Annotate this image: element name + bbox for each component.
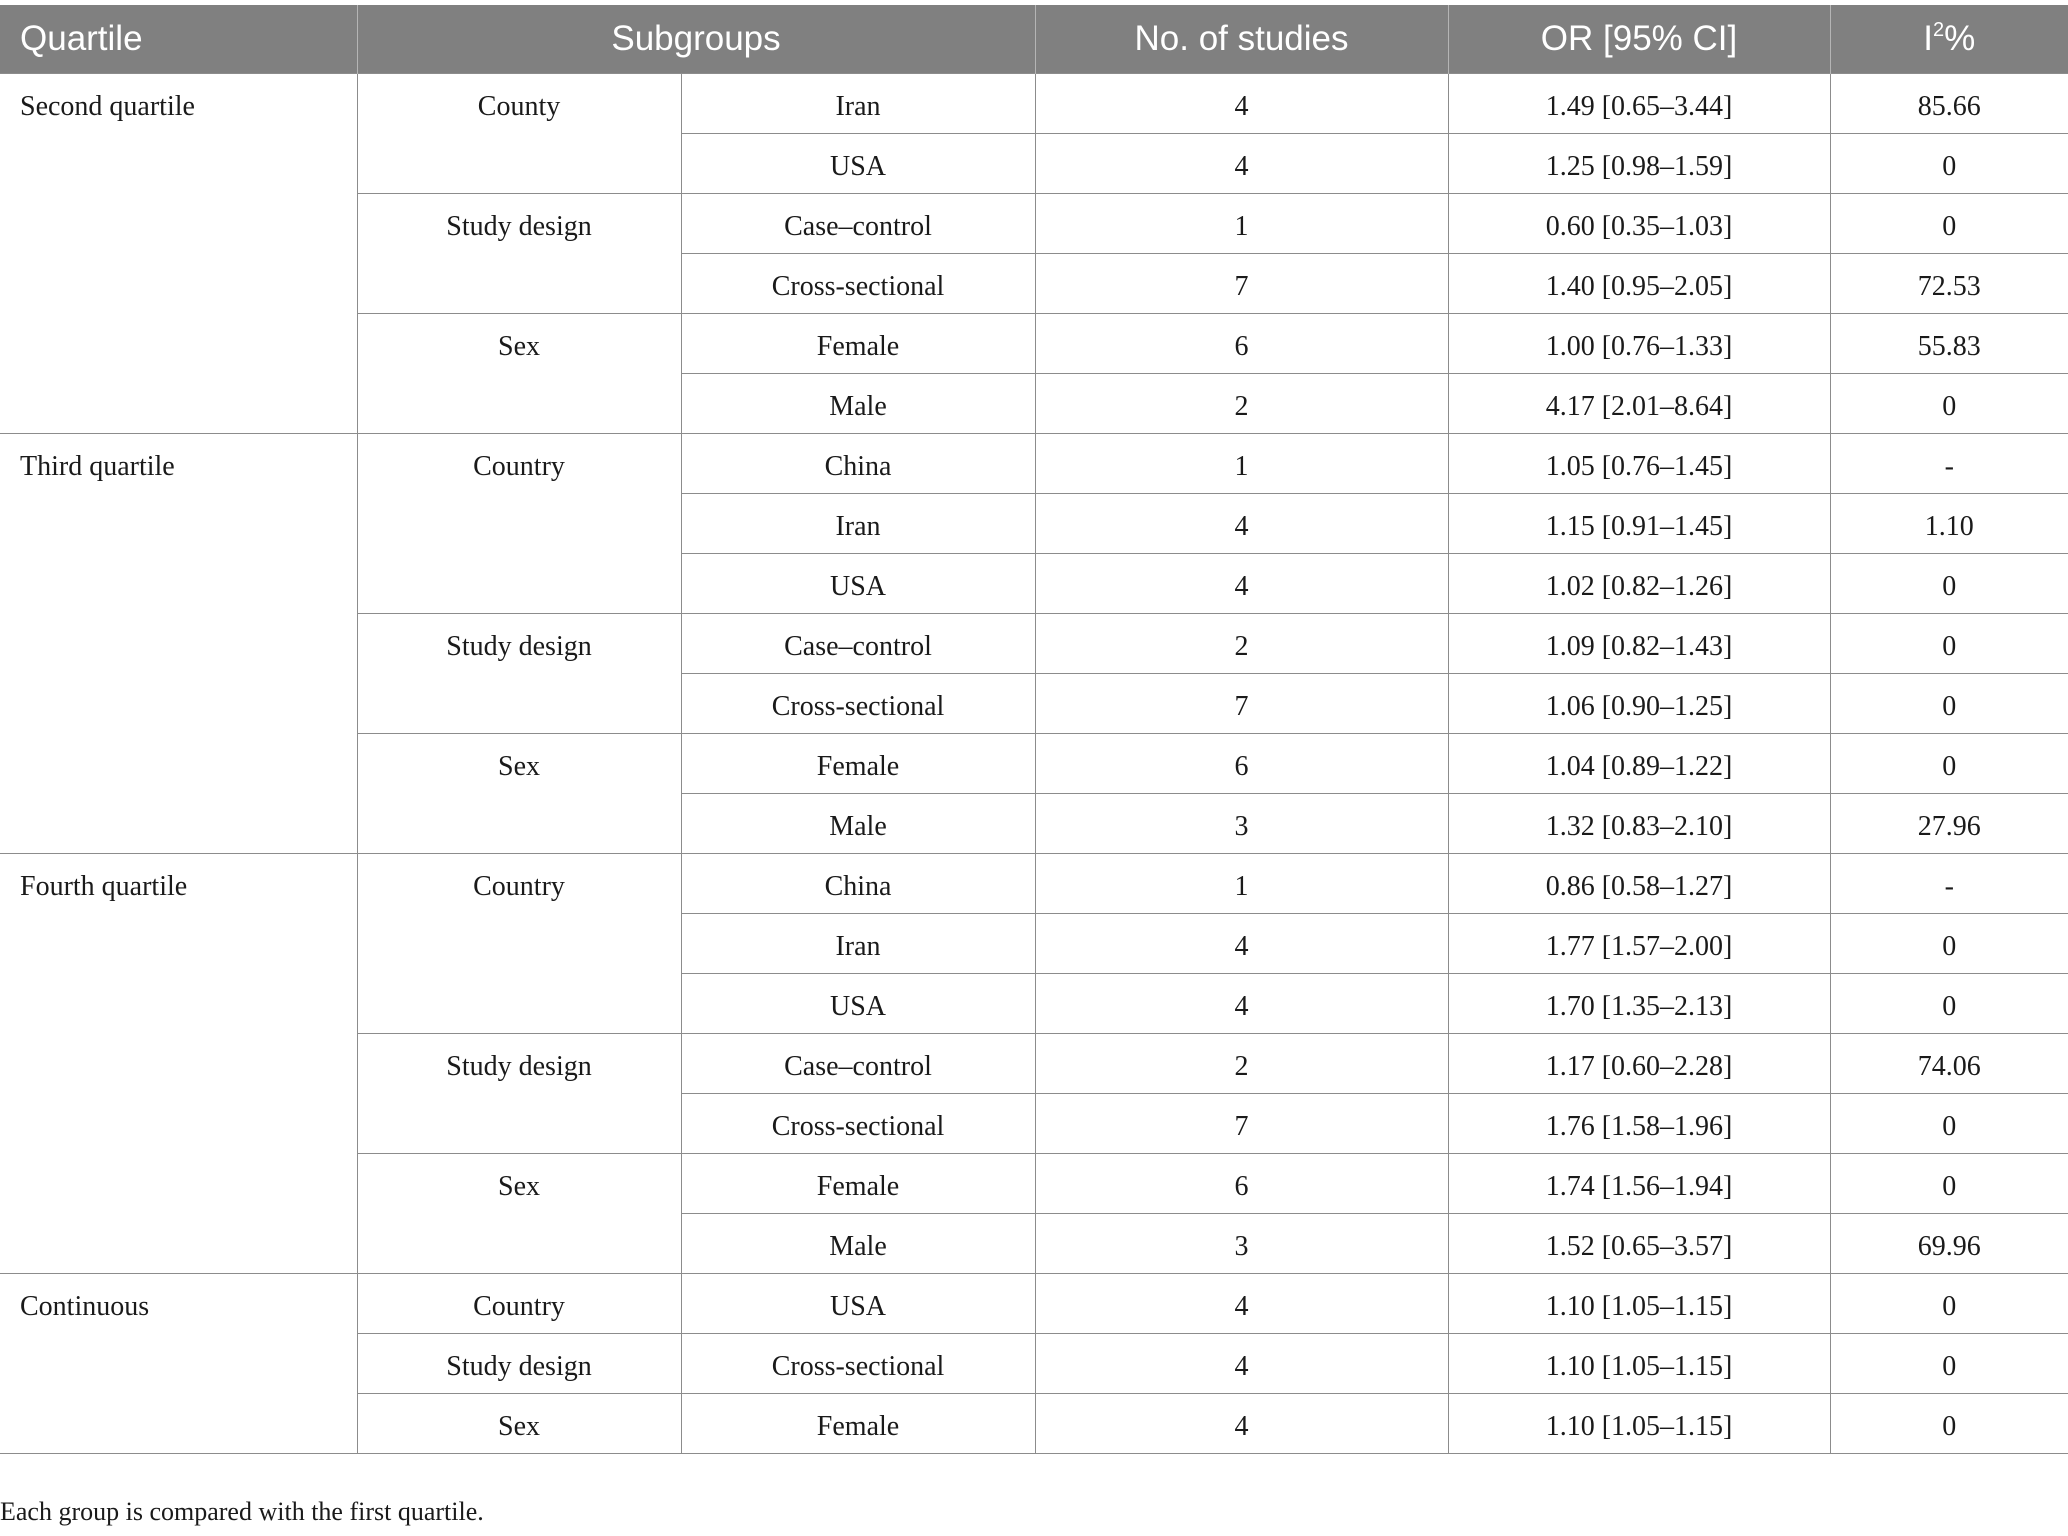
subgroup-category-cell: Study design (357, 614, 681, 734)
studies-count-cell: 4 (1035, 134, 1448, 194)
subgroup-category-cell: Study design (357, 194, 681, 314)
odds-ratio-cell: 1.04 [0.89–1.22] (1448, 734, 1830, 794)
subgroup-category-cell: Sex (357, 734, 681, 854)
subgroup-category-cell: Study design (357, 1334, 681, 1394)
studies-count-cell: 6 (1035, 314, 1448, 374)
odds-ratio-cell: 1.32 [0.83–2.10] (1448, 794, 1830, 854)
studies-count-cell: 4 (1035, 914, 1448, 974)
heterogeneity-cell: 1.10 (1830, 494, 2068, 554)
odds-ratio-cell: 1.10 [1.05–1.15] (1448, 1274, 1830, 1334)
heterogeneity-cell: - (1830, 434, 2068, 494)
odds-ratio-cell: 0.86 [0.58–1.27] (1448, 854, 1830, 914)
heterogeneity-cell: 0 (1830, 1094, 2068, 1154)
subgroup-category-cell: Sex (357, 1394, 681, 1454)
heterogeneity-cell: 0 (1830, 1274, 2068, 1334)
studies-count-cell: 1 (1035, 434, 1448, 494)
heterogeneity-cell: 0 (1830, 914, 2068, 974)
heterogeneity-cell: 0 (1830, 614, 2068, 674)
odds-ratio-cell: 1.10 [1.05–1.15] (1448, 1334, 1830, 1394)
header-studies: No. of studies (1035, 5, 1448, 74)
subgroup-analysis-table (0, 5, 2068, 1454)
heterogeneity-cell: 0 (1830, 674, 2068, 734)
odds-ratio-cell: 1.25 [0.98–1.59] (1448, 134, 1830, 194)
table-row (0, 1274, 2068, 1334)
subgroup-category-cell: Study design (357, 1034, 681, 1154)
subgroup-category-cell: Country (357, 434, 681, 614)
subgroup-category-cell: County (357, 74, 681, 194)
table-row (0, 74, 2068, 134)
subgroup-level-cell: Case–control (681, 194, 1035, 254)
subgroup-level-cell: Iran (681, 914, 1035, 974)
heterogeneity-cell: 85.66 (1830, 74, 2068, 134)
subgroup-level-cell: Case–control (681, 614, 1035, 674)
studies-count-cell: 4 (1035, 74, 1448, 134)
table-row (0, 854, 2068, 914)
heterogeneity-cell: 0 (1830, 554, 2068, 614)
subgroup-level-cell: Female (681, 1394, 1035, 1454)
odds-ratio-cell: 1.06 [0.90–1.25] (1448, 674, 1830, 734)
table-footnote: Each group is compared with the first quartile. (0, 1497, 484, 1526)
studies-count-cell: 4 (1035, 494, 1448, 554)
heterogeneity-cell: 0 (1830, 134, 2068, 194)
heterogeneity-cell: 55.83 (1830, 314, 2068, 374)
studies-count-cell: 4 (1035, 1274, 1448, 1334)
odds-ratio-cell: 0.60 [0.35–1.03] (1448, 194, 1830, 254)
odds-ratio-cell: 1.52 [0.65–3.57] (1448, 1214, 1830, 1274)
odds-ratio-cell: 1.74 [1.56–1.94] (1448, 1154, 1830, 1214)
heterogeneity-cell: 0 (1830, 1154, 2068, 1214)
studies-count-cell: 4 (1035, 554, 1448, 614)
heterogeneity-cell: 69.96 (1830, 1214, 2068, 1274)
odds-ratio-cell: 1.40 [0.95–2.05] (1448, 254, 1830, 314)
studies-count-cell: 1 (1035, 854, 1448, 914)
heterogeneity-cell: 27.96 (1830, 794, 2068, 854)
subgroup-level-cell: China (681, 434, 1035, 494)
subgroup-level-cell: Female (681, 314, 1035, 374)
quartile-cell: Second quartile (0, 74, 357, 434)
odds-ratio-cell: 1.09 [0.82–1.43] (1448, 614, 1830, 674)
studies-count-cell: 3 (1035, 1214, 1448, 1274)
odds-ratio-cell: 1.02 [0.82–1.26] (1448, 554, 1830, 614)
odds-ratio-cell: 1.10 [1.05–1.15] (1448, 1394, 1830, 1454)
table-row (0, 434, 2068, 494)
subgroup-level-cell: Cross-sectional (681, 1094, 1035, 1154)
heterogeneity-cell: 72.53 (1830, 254, 2068, 314)
subgroup-level-cell: Iran (681, 74, 1035, 134)
studies-count-cell: 6 (1035, 1154, 1448, 1214)
quartile-cell: Fourth quartile (0, 854, 357, 1274)
studies-count-cell: 4 (1035, 1394, 1448, 1454)
odds-ratio-cell: 1.17 [0.60–2.28] (1448, 1034, 1830, 1094)
odds-ratio-cell: 1.00 [0.76–1.33] (1448, 314, 1830, 374)
studies-count-cell: 7 (1035, 1094, 1448, 1154)
heterogeneity-cell: 0 (1830, 1394, 2068, 1454)
studies-count-cell: 1 (1035, 194, 1448, 254)
studies-count-cell: 4 (1035, 974, 1448, 1034)
subgroup-level-cell: Cross-sectional (681, 674, 1035, 734)
studies-count-cell: 2 (1035, 1034, 1448, 1094)
odds-ratio-cell: 1.49 [0.65–3.44] (1448, 74, 1830, 134)
subgroup-level-cell: Iran (681, 494, 1035, 554)
header-i2: $I^2\%$ (1830, 5, 2068, 74)
subgroup-category-cell: Country (357, 1274, 681, 1334)
subgroup-level-cell: Cross-sectional (681, 254, 1035, 314)
quartile-cell: Third quartile (0, 434, 357, 854)
odds-ratio-cell: 1.05 [0.76–1.45] (1448, 434, 1830, 494)
studies-count-cell: 3 (1035, 794, 1448, 854)
odds-ratio-cell: 1.76 [1.58–1.96] (1448, 1094, 1830, 1154)
studies-count-cell: 6 (1035, 734, 1448, 794)
subgroup-category-cell: Country (357, 854, 681, 1034)
header-or: OR [95% CI] (1448, 5, 1830, 74)
subgroup-level-cell: USA (681, 554, 1035, 614)
table-body (0, 74, 2068, 1454)
heterogeneity-cell: 0 (1830, 974, 2068, 1034)
odds-ratio-cell: 1.70 [1.35–2.13] (1448, 974, 1830, 1034)
subgroup-level-cell: USA (681, 974, 1035, 1034)
subgroup-category-cell: Sex (357, 314, 681, 434)
odds-ratio-cell: 1.15 [0.91–1.45] (1448, 494, 1830, 554)
header-subgroups: Subgroups (357, 5, 1035, 74)
subgroup-level-cell: Male (681, 794, 1035, 854)
studies-count-cell: 2 (1035, 374, 1448, 434)
header-row (0, 5, 2068, 74)
studies-count-cell: 7 (1035, 674, 1448, 734)
heterogeneity-cell: - (1830, 854, 2068, 914)
subgroup-level-cell: Cross-sectional (681, 1334, 1035, 1394)
header-quartile: Quartile (0, 5, 357, 74)
odds-ratio-cell: 1.77 [1.57–2.00] (1448, 914, 1830, 974)
subgroup-level-cell: Case–control (681, 1034, 1035, 1094)
quartile-cell: Continuous (0, 1274, 357, 1454)
subgroup-level-cell: China (681, 854, 1035, 914)
heterogeneity-cell: 0 (1830, 374, 2068, 434)
subgroup-category-cell: Sex (357, 1154, 681, 1274)
studies-count-cell: 4 (1035, 1334, 1448, 1394)
subgroup-level-cell: USA (681, 134, 1035, 194)
heterogeneity-cell: 0 (1830, 1334, 2068, 1394)
studies-count-cell: 2 (1035, 614, 1448, 674)
subgroup-level-cell: Female (681, 734, 1035, 794)
heterogeneity-cell: 74.06 (1830, 1034, 2068, 1094)
odds-ratio-cell: 4.17 [2.01–8.64] (1448, 374, 1830, 434)
subgroup-level-cell: Female (681, 1154, 1035, 1214)
heterogeneity-cell: 0 (1830, 734, 2068, 794)
subgroup-level-cell: USA (681, 1274, 1035, 1334)
heterogeneity-cell: 0 (1830, 194, 2068, 254)
studies-count-cell: 7 (1035, 254, 1448, 314)
subgroup-level-cell: Male (681, 1214, 1035, 1274)
subgroup-level-cell: Male (681, 374, 1035, 434)
